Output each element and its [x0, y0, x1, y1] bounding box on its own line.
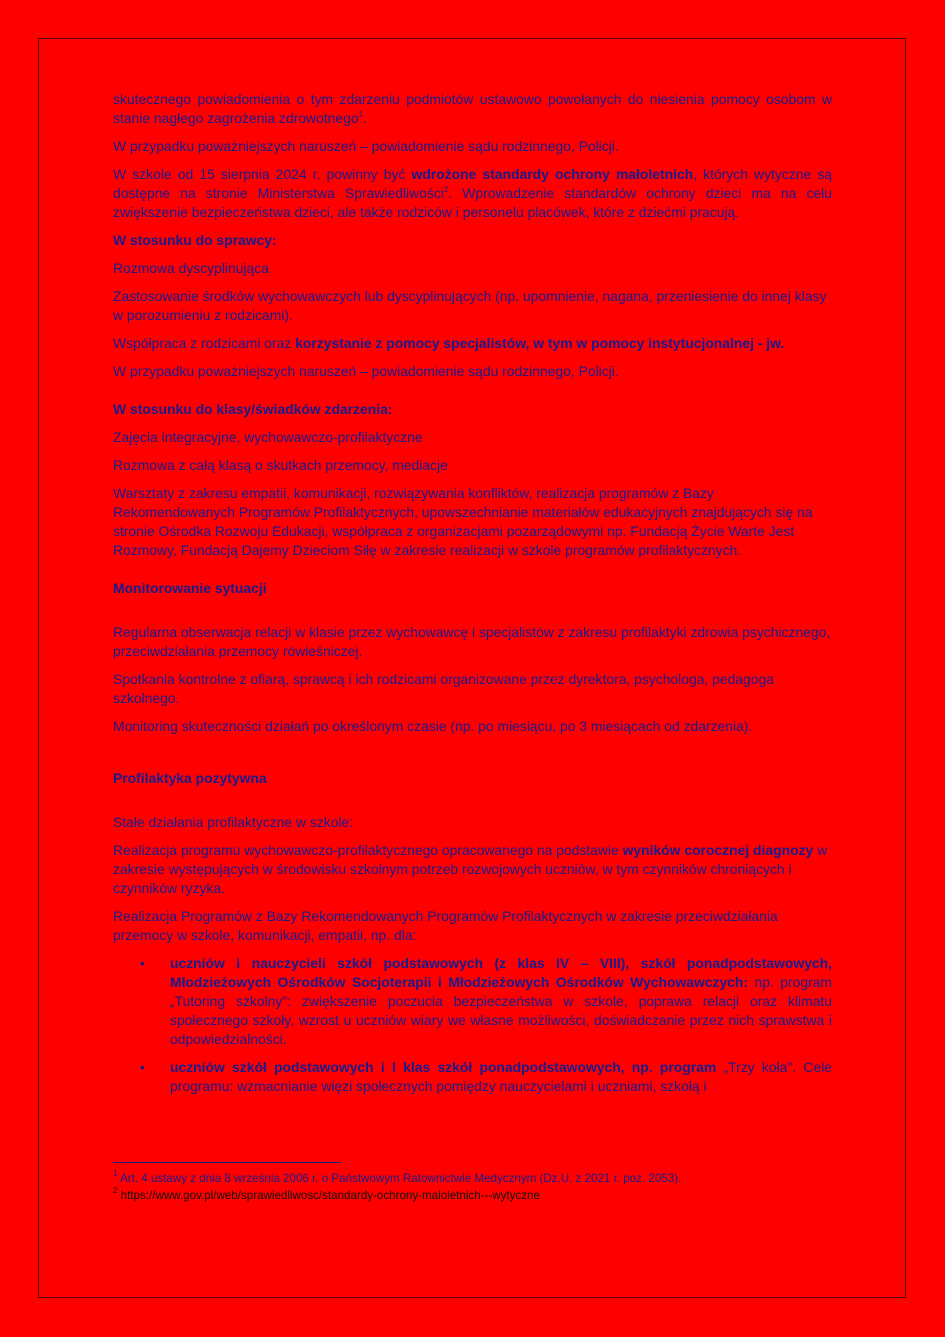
paragraph: Rozmowa z całą klasą o skutkach przemocy, mediacje	[113, 457, 448, 473]
list-item: • uczniów szkół podstawowych i I klas szkół ponadpodstawowych, np. program „Trzy koła". Cele programu: wzmacnianie więzi społecznych pomiędzy nauczycielami i uczniami, szkołą i	[113, 1058, 832, 1096]
footnote-2[interactable]: $^2$ https://www.gov.pl/web/sprawiedliwosc/standardy-ochrony-maloletnich---wytyczne	[113, 1186, 540, 1202]
paragraph: Rozmowa dyscyplinująca	[113, 260, 269, 276]
paragraph: Stałe działania profilaktyczne w szkole:	[113, 814, 354, 830]
section-heading: W stosunku do sprawcy:	[113, 232, 277, 248]
paragraph: skutecznego powiadomienia o tym zdarzeniu podmiotów ustawowo powołanych do niesienia pomocy osobom w stanie nagłego zagrożenia zdrowotnego$^1$.	[113, 91, 832, 126]
paragraph: Warsztaty z zakresu empatii, komunikacji, rozwiązywania konfliktów, realizacja programów z Bazy Rekomendowanych Programów Profilaktycznych, upowszechnianie materiałów edukacyjnych znajdujących się na stronie Ośrodka Rozwoju Edukacji, współpraca z organizacjami pozarządowymi np. Fundacją Życie Warte Jest Rozmowy, Fundacją Dajemy Dzieciom Siłę w zakresie realizacji w szkole programów profilaktycznych.	[113, 485, 813, 558]
paragraph: Spotkania kontrolne z ofiarą, sprawcą i ich rodzicami organizowane przez dyrektora, psychologa, pedagoga szkolnego.	[113, 671, 774, 706]
paragraph: Realizacja programu wychowawczo-profilaktycznego opracowanego na podstawie wyników corocznej diagnozy w zakresie występujących w środowisku szkolnym potrzeb rozwojowych uczniów, w tym czynników chroniących i czynników ryzyka.	[113, 842, 828, 896]
footnote-1: $^1$ Art. 4 ustawy z dnia 8 września 2006 r. o Państwowym Ratownictwie Medycznym (Dz.U. z 2021 r. poz. 2053).	[113, 1169, 682, 1185]
footnote-link[interactable]: https://www.gov.pl/web/sprawiedliwosc/standardy-ochrony-maloletnich---wytyczne	[117, 1189, 540, 1202]
paragraph: Monitoring skuteczności działań po określonym czasie (np. po miesiącu, po 3 miesiącach od zdarzenia).	[113, 718, 753, 734]
footnote-ref[interactable]: 2	[443, 185, 449, 194]
list-item: • uczniów i nauczycieli szkół podstawowych (z klas IV – VIII), szkół ponadpodstawowych, Młodzieżowych Ośrodków Socjoterapii i Młodzieżowych Ośrodków Wychowawczych: np. program „Tutoring szkolny": zwiększenie poczucia bezpieczeństwa w szkole, poprawa relacji oraz klimatu społecznego szkoły, wzrost u uczniów wiary we własne możliwości, doświadczanie przez nich sprawstwa i odpowiedzialności.	[113, 954, 832, 1049]
footnote-separator	[113, 1162, 341, 1163]
paragraph: Realizacja Programów z Bazy Rekomendowanych Programów Profilaktycznych w zakresie przeciwdziałania przemocy w szkole, komunikacji, empatii, np. dla:	[113, 908, 778, 943]
footnotes	[113, 1162, 832, 1205]
paragraph: Współpraca z rodzicami oraz korzystanie z pomocy specjalistów, w tym w pomocy instytucjonalnej - jw.	[113, 335, 785, 351]
paragraph: Zajęcia integracyjne, wychowawczo-profilaktyczne	[113, 429, 423, 445]
document-body	[113, 90, 832, 1105]
bullet-list	[113, 954, 832, 1096]
paragraph: Regularna obserwacja relacji w klasie przez wychowawcę i specjalistów z zakresu profilaktyki zdrowia psychicznego, przeciwdziałania przemocy rówieśniczej.	[113, 624, 831, 659]
footnote-ref[interactable]: 1	[358, 110, 364, 119]
paragraph: W szkole od 15 sierpnia 2024 r. powinny być wdrożone standardy ochrony małoletnich, których wytyczne są dostępne na stronie Ministerstwa Sprawiedliwości$^2$. Wprowadzenie standardów ochrony dzieci ma na celu zwiększenie bezpieczeństwa dzieci, ale także rodziców i personelu placówek, które z dziećmi pracują.	[113, 166, 832, 220]
paragraph: Zastosowanie środków wychowawczych lub dyscyplinujących (np. upomnienie, nagana, przeniesienie do innej klasy w porozumieniu z rodzicami).	[113, 288, 827, 323]
section-heading: Profilaktyka pozytywna	[113, 770, 267, 786]
section-heading: Monitorowanie sytuacji	[113, 580, 267, 596]
paragraph: W przypadku poważniejszych naruszeń – powiadomienie sądu rodzinnego, Policji.	[113, 138, 619, 154]
paragraph: W przypadku poważniejszych naruszeń – powiadomienie sądu rodzinnego, Policji.	[113, 363, 619, 379]
section-heading: W stosunku do klasy/świadków zdarzenia:	[113, 401, 393, 417]
